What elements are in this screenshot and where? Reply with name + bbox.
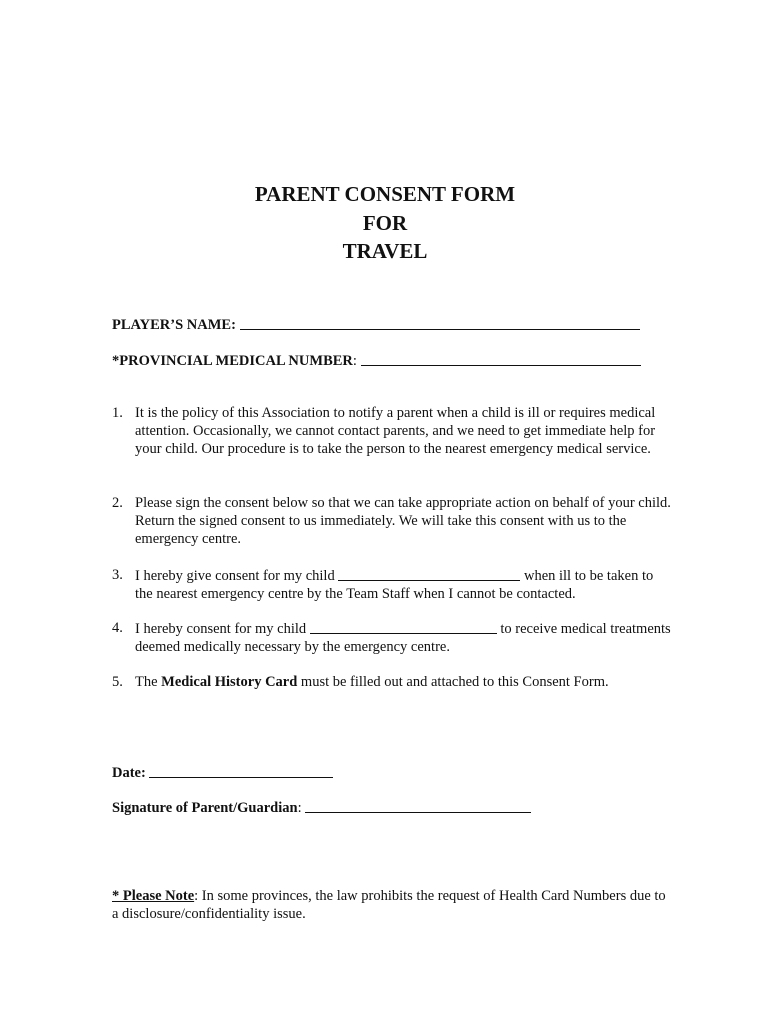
item-text: It is the policy of this Association to notify a parent when a child is ill or requires medical attention. Occasionally, we cannot contact parents, and we need to get immediate help for your child. Our procedure is to take the person to the nearest emergency medical service. — [135, 405, 656, 457]
medical-number-label: *PROVINCIAL MEDICAL NUMBER — [112, 353, 353, 369]
item-text-before: I hereby consent for my child — [135, 621, 307, 637]
item-text-before: I hereby give consent for my child — [135, 568, 335, 584]
item-text-after: must be filled out and attached to this Consent Form. — [300, 674, 609, 690]
child-name-input-line[interactable] — [338, 567, 520, 581]
form-title-line-1: PARENT CONSENT FORM — [254, 182, 516, 206]
player-name-row — [112, 315, 640, 334]
date-input-line[interactable] — [149, 764, 333, 778]
form-title-line-2: FOR — [362, 211, 408, 235]
item-text — [135, 673, 672, 691]
signature-row — [112, 798, 531, 817]
note-label: * Please Note — [112, 888, 195, 904]
player-name-input-line[interactable] — [240, 316, 640, 330]
policy-item-2 — [112, 494, 672, 548]
please-note — [112, 887, 672, 923]
signature-label: Signature of Parent/Guardian — [112, 800, 298, 816]
signature-input-line[interactable] — [305, 799, 531, 813]
medical-number-row — [112, 351, 641, 370]
form-title-line-3: TRAVEL — [342, 239, 428, 263]
policy-item-1 — [112, 404, 672, 458]
item-number: 3. — [112, 567, 123, 583]
medical-number-input-line[interactable] — [361, 352, 641, 366]
medical-number-colon: : — [352, 353, 357, 369]
item-text-after: to receive medical treatments deemed medically necessary by the emergency centre. — [135, 621, 671, 655]
item-text — [135, 619, 672, 656]
policy-item-3 — [112, 566, 672, 603]
item-number: 2. — [112, 495, 123, 511]
item-text: Please sign the consent below so that we can take appropriate action on behalf of your child. Return the signed consent to us immediately. We will take this consent with us to the emergency centre. — [135, 495, 671, 547]
item-number: 1. — [112, 405, 123, 421]
signature-colon: : — [297, 800, 302, 816]
item-text — [135, 566, 672, 603]
policy-item-5 — [112, 673, 672, 691]
note-text: : In some provinces, the law prohibits the request of Health Card Numbers due to a disclosure/confidentiality issue. — [112, 888, 666, 922]
item-text-before: The — [135, 674, 158, 690]
policy-item-4 — [112, 619, 672, 656]
item-text-after: when ill to be taken to the nearest emergency centre by the Team Staff when I cannot be contacted. — [135, 568, 654, 602]
item-number: 4. — [112, 620, 123, 636]
item-text-bold: Medical History Card — [161, 674, 298, 690]
item-number: 5. — [112, 674, 123, 690]
player-name-label: PLAYER’S NAME: — [112, 317, 236, 333]
child-name-input-line[interactable] — [310, 620, 497, 634]
date-row — [112, 763, 333, 782]
date-label: Date: — [112, 765, 146, 781]
